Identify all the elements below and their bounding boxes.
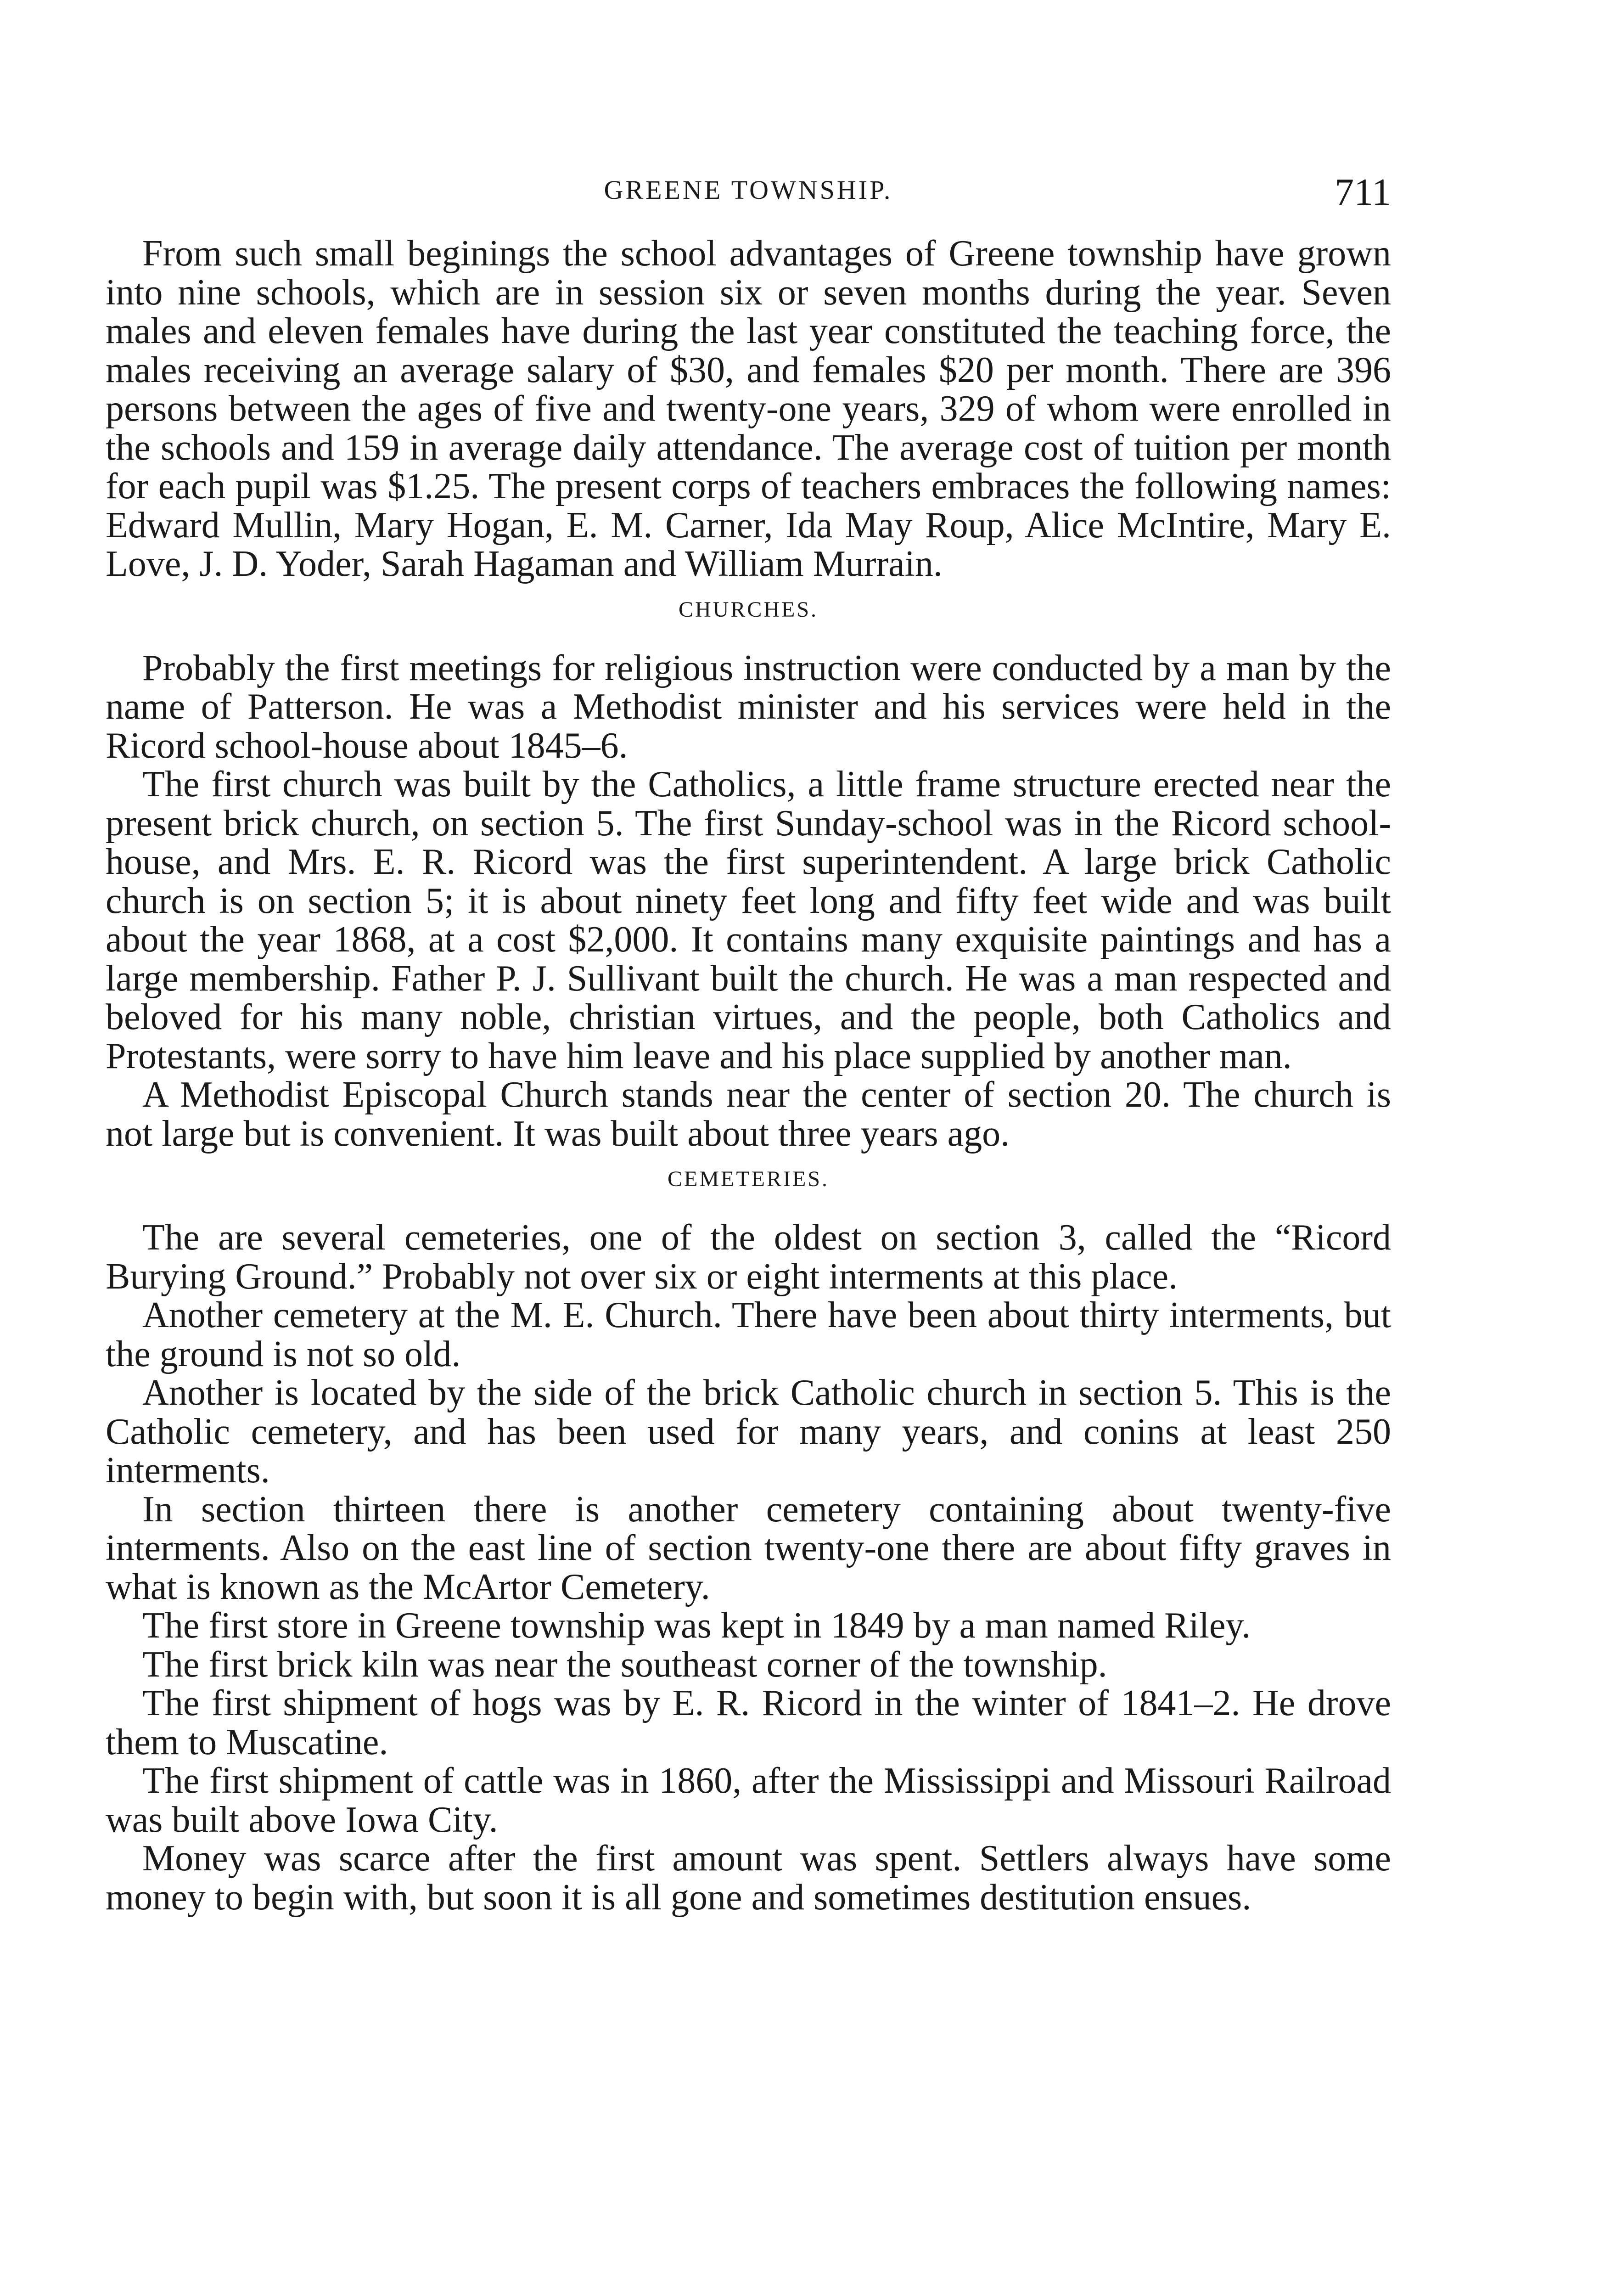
page-number: 711 bbox=[1335, 171, 1391, 214]
page-body bbox=[106, 234, 1391, 1917]
paragraph-schools: From such small beginings the school advantages of Greene township have grown into nine schools, which are in session six or seven months during the year. Seven males and eleven females have during the last year constituted the teaching force, the males receiving an average salary of $30, and females $20 per month. There are 396 persons between the ages of five and twenty-one years, 329 of whom were enrolled in the schools and 159 in average daily attendance. The average cost of tuition per month for each pupil was $1.25. The present corps of teachers embraces the following names: Edward Mullin, Mary Hogan, E. M. Carner, Ida May Roup, Alice McIntire, Mary E. Love, J. D. Yoder, Sarah Hagaman and William Murrain. bbox=[106, 233, 1391, 584]
paragraph: The first church was built by the Catholics, a little frame structure erected near the present brick church, on section 5. The first Sunday-school was in the Ricord school-house, and Mrs. E. R. Ricord was the first superintendent. A large brick Catholic church is on section 5; it is about ninety feet long and fifty feet wide and was built about the year 1868, at a cost $2,000. It contains many exquisite paintings and has a large membership. Father P. J. Sullivant built the church. He was a man respected and beloved for his many noble, christian virtues, and the people, both Catholics and Protestants, were sorry to have him leave and his place supplied by another man. bbox=[106, 764, 1391, 1076]
paragraph: The first store in Greene township was kept in 1849 by a man named Riley. bbox=[142, 1605, 1251, 1646]
paragraph: The first brick kiln was near the southeast corner of the township. bbox=[142, 1644, 1107, 1685]
paragraph: Another cemetery at the M. E. Church. There have been about thirty interments, but the ground is not so old. bbox=[106, 1295, 1391, 1374]
paragraph: Probably the first meetings for religious instruction were conducted by a man by the name of Patterson. He was a Methodist minister and his services were held in the Ricord school-house about 1845–6. bbox=[106, 647, 1391, 766]
paragraph: The are several cemeteries, one of the oldest on section 3, called the “Ricord Burying Ground.” Probably not over six or eight interments at this place. bbox=[106, 1217, 1391, 1297]
section-heading-cemeteries: CEMETERIES. bbox=[668, 1167, 829, 1191]
running-title: GREENE TOWNSHIP. bbox=[604, 175, 893, 205]
paragraph: The first shipment of cattle was in 1860, after the Mississippi and Missouri Railroad was built above Iowa City. bbox=[106, 1761, 1391, 1840]
paragraph: In section thirteen there is another cemetery containing about twenty-five interments. Also on the east line of section twenty-one there are about fifty graves in what is known as the McArtor Cemetery. bbox=[106, 1489, 1391, 1607]
paragraph: Another is located by the side of the brick Catholic church in section 5. This is the Catholic cemetery, and has been used for many years, and conins at least 250 interments. bbox=[106, 1373, 1391, 1491]
paragraph: A Methodist Episcopal Church stands near the center of section 20. The church is not large but is convenient. It was built about three years ago. bbox=[106, 1075, 1391, 1154]
paragraph: The first shipment of hogs was by E. R. Ricord in the winter of 1841–2. He drove them to Muscatine. bbox=[106, 1683, 1391, 1762]
section-heading-churches: CHURCHES. bbox=[678, 597, 819, 622]
paragraph: Money was scarce after the first amount was spent. Settlers always have some money to begin with, but soon it is all gone and sometimes destitution ensues. bbox=[106, 1838, 1391, 1918]
page-header bbox=[106, 170, 1391, 220]
